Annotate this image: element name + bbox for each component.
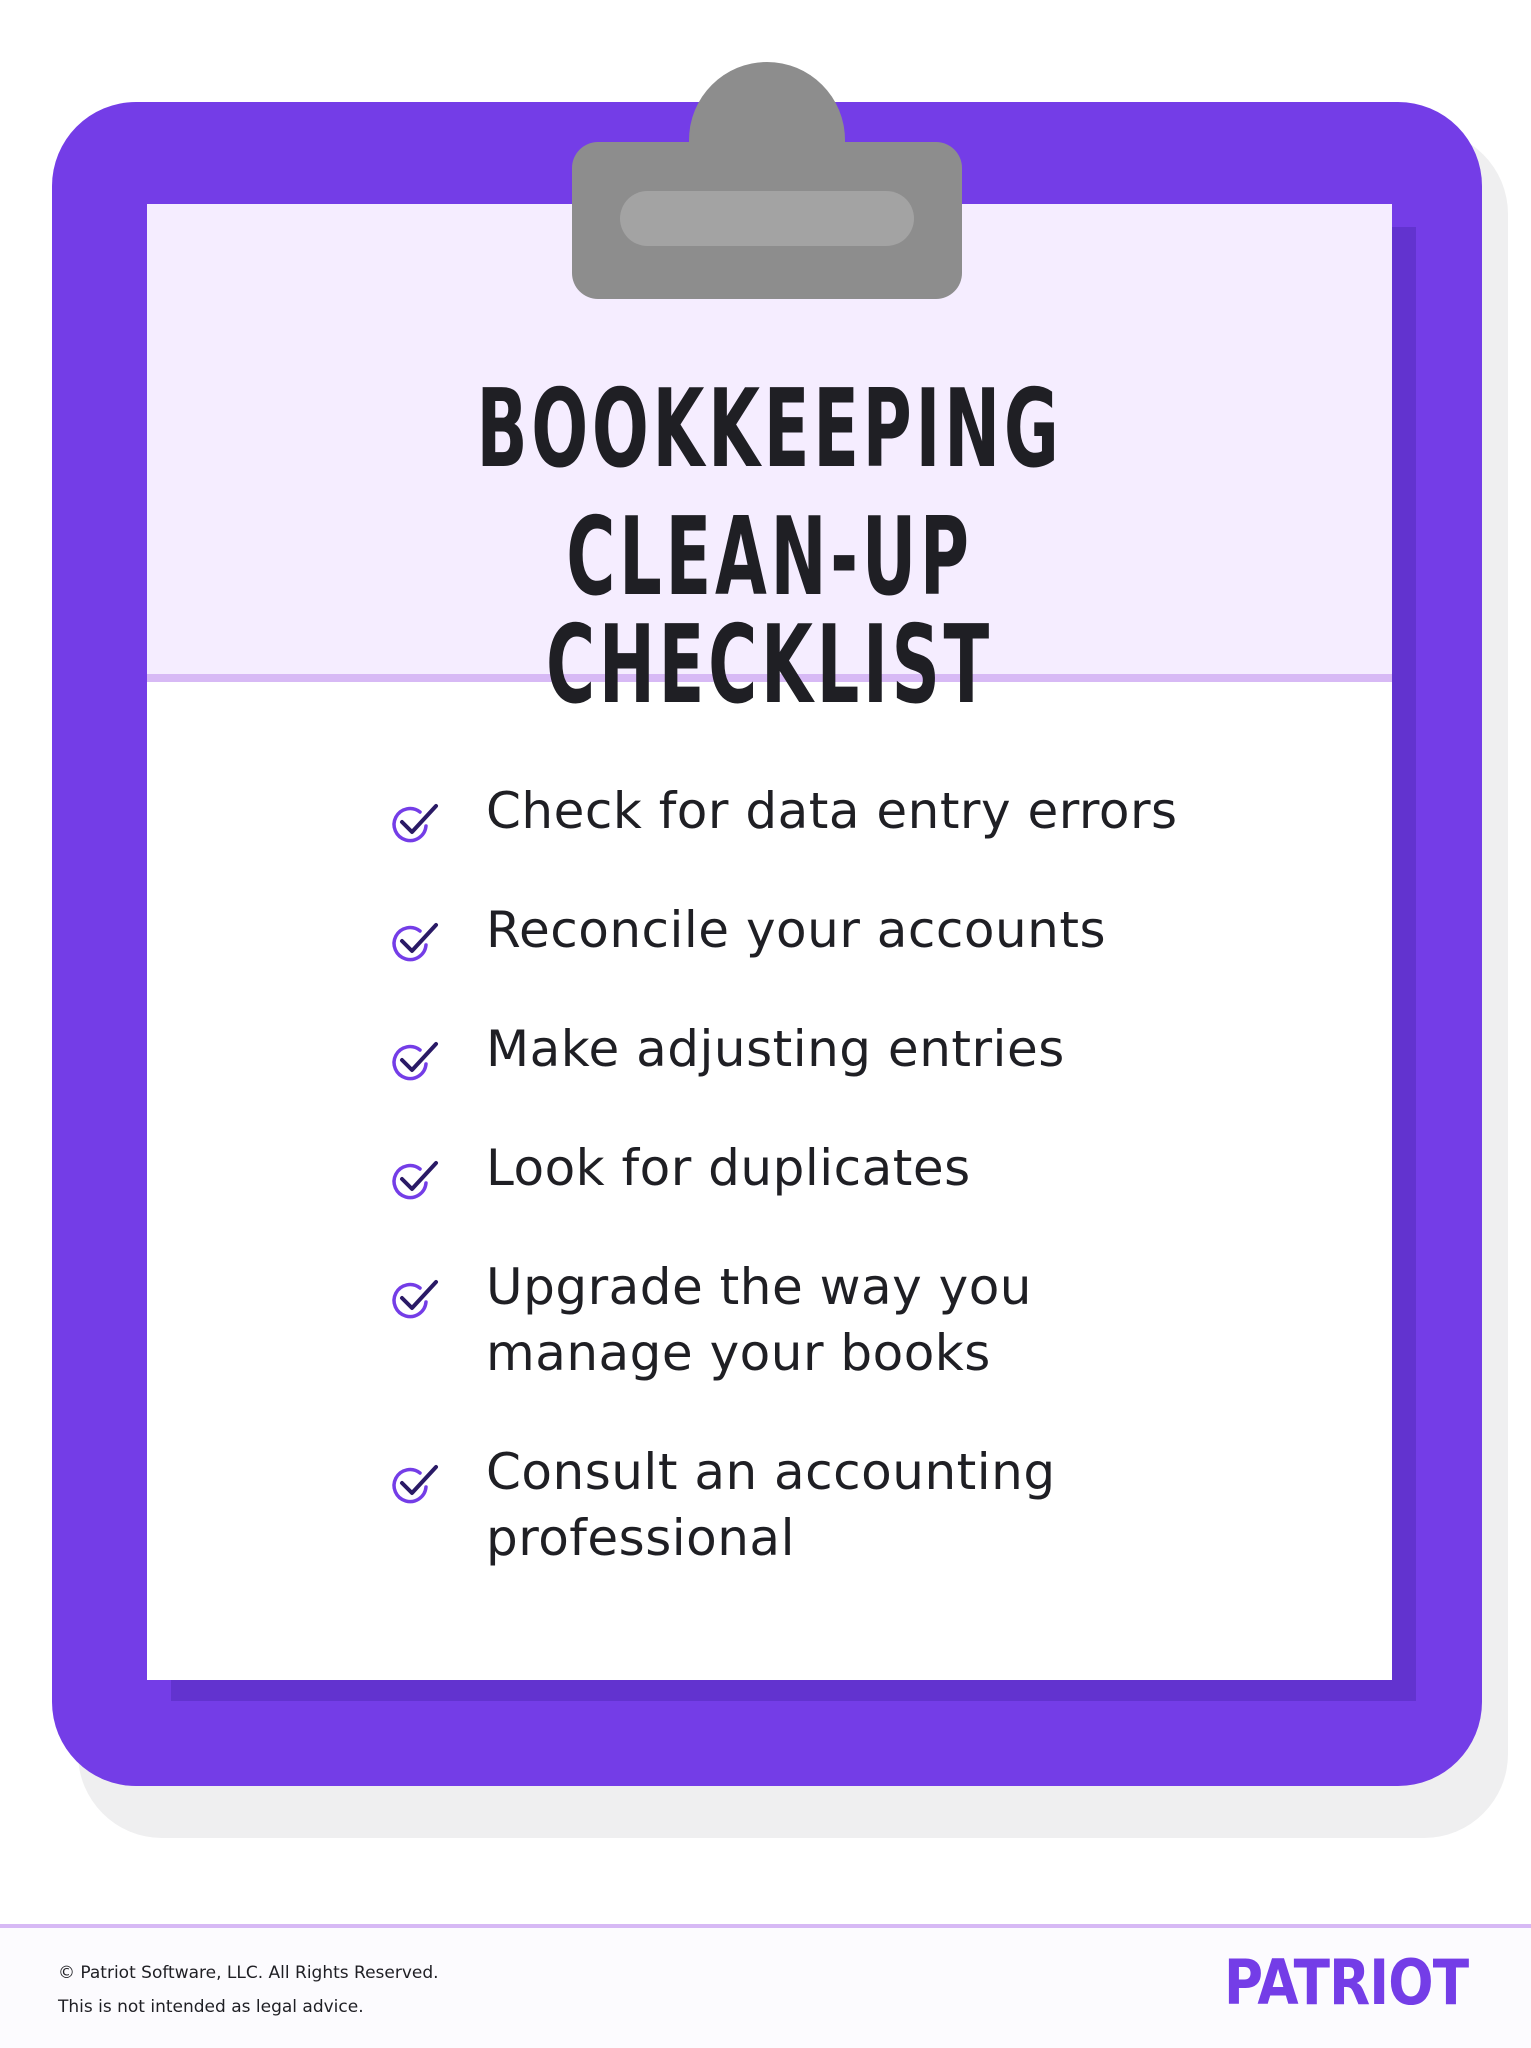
title-line-2: CLEAN-UP CHECKLIST — [546, 495, 993, 728]
patriot-logo: PATRIOT — [1224, 1946, 1469, 2019]
check-circle-icon — [390, 1461, 448, 1507]
title-line-1: BOOKKEEPING — [476, 367, 1063, 492]
check-circle-icon — [390, 919, 448, 965]
list-item-label: Look for duplicates — [486, 1139, 971, 1197]
list-item-label: Check for data entry errors — [486, 782, 1178, 840]
check-circle-icon — [390, 800, 448, 846]
checklist-paper — [147, 204, 1392, 1680]
check-circle-icon — [390, 1038, 448, 1084]
disclaimer-text: This is not intended as legal advice. — [58, 1997, 364, 2017]
clip-body — [572, 142, 962, 299]
list-item-label: Upgrade the way you manage your books — [486, 1258, 1032, 1382]
copyright-text: © Patriot Software, LLC. All Rights Reserved. — [58, 1963, 439, 1983]
list-item-label: Consult an accounting professional — [486, 1443, 1056, 1567]
clip-slot — [620, 191, 914, 246]
check-circle-icon — [390, 1276, 448, 1322]
check-circle-icon — [390, 1157, 448, 1203]
list-item-label: Reconcile your accounts — [486, 901, 1107, 959]
list-item-label: Make adjusting entries — [486, 1020, 1065, 1078]
